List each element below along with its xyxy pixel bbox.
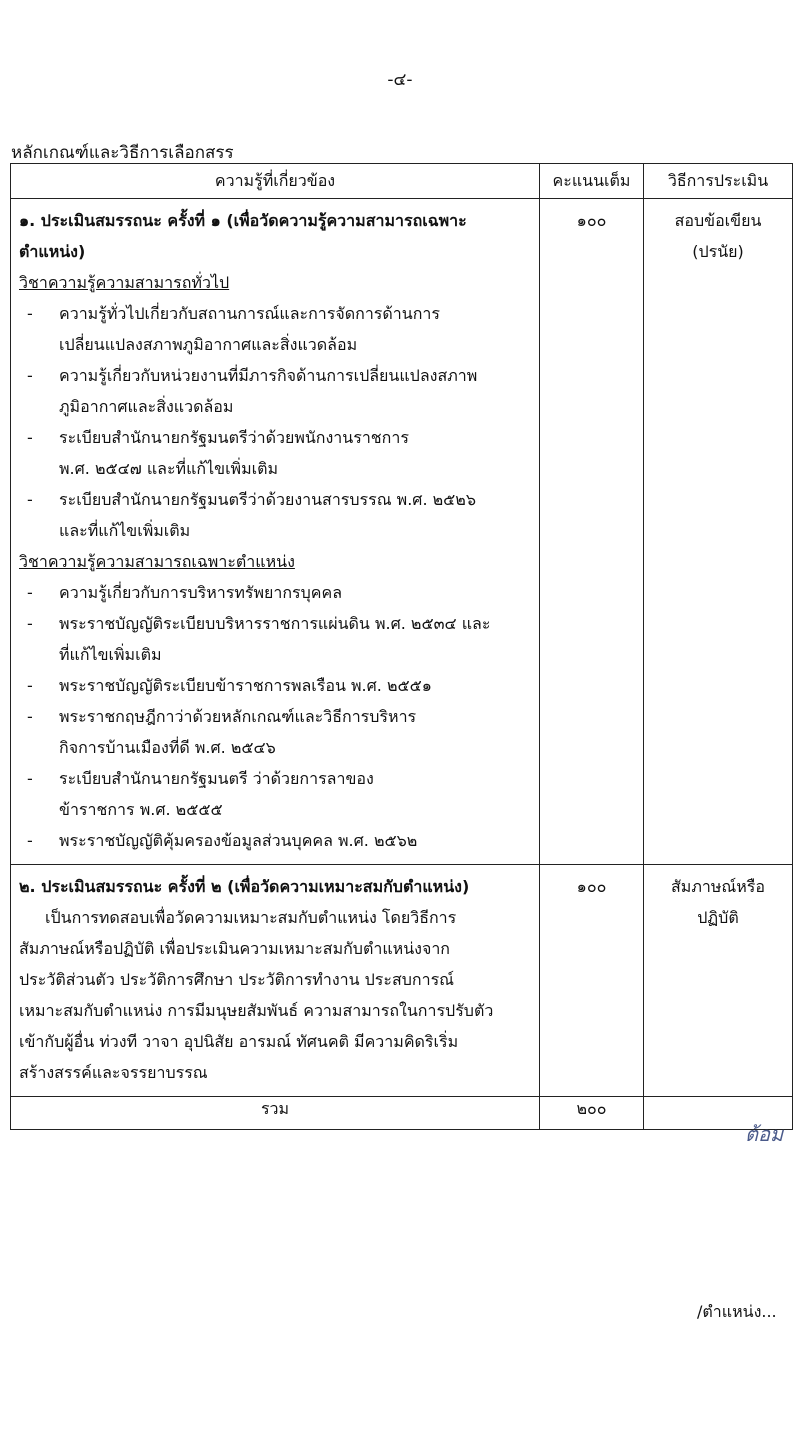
bullet-dash: - (27, 614, 33, 633)
list-item (19, 484, 531, 546)
list-item (19, 422, 531, 484)
list-item-text: พ.ศ. ๒๕๔๗ และที่แก้ไขเพิ่มเติม (59, 459, 279, 478)
assessment-2-desc-line: เหมาะสมกับตำแหน่ง การมีมนุษยสัมพันธ์ ความสามารถในการปรับตัว (19, 1001, 494, 1020)
total-label: รวม (11, 1097, 540, 1130)
list-item-text: เปลี่ยนแปลงสภาพภูมิอากาศและสิ่งแวดล้อม (59, 335, 358, 354)
assessment-2-title: ๒. ประเมินสมรรถนะ ครั้งที่ ๒ (เพื่อวัดความเหมาะสมกับตำแหน่ง) (19, 877, 470, 896)
assessment-2-score: ๑๐๐ (576, 877, 607, 896)
header-method: วิธีการประเมิน (644, 164, 793, 199)
assessment-2-desc-line: เข้ากับผู้อื่น ท่วงที วาจา อุปนิสัย อารมณ์ ทัศนคติ มีความคิดริเริ่ม (19, 1032, 459, 1051)
assessment-2-desc-line: สัมภาษณ์หรือปฏิบัติ เพื่อประเมินความเหมาะสมกับตำแหน่งจาก (19, 939, 450, 958)
bullet-dash: - (27, 707, 33, 726)
list-item-text: ข้าราชการ พ.ศ. ๒๕๕๕ (59, 800, 223, 819)
bullet-dash: - (27, 769, 33, 788)
bullet-dash: - (27, 831, 33, 850)
list-item-text: ความรู้ทั่วไปเกี่ยวกับสถานการณ์และการจัดการด้านการ (59, 304, 440, 323)
bullet-dash: - (27, 428, 33, 447)
list-item-text: ภูมิอากาศและสิ่งแวดล้อม (59, 397, 234, 416)
assessment-2-content (11, 865, 540, 1097)
assessment-2-desc-line: ประวัติส่วนตัว ประวัติการศึกษา ประวัติการทำงาน ประสบการณ์ (19, 970, 455, 989)
bullet-dash: - (27, 676, 33, 695)
total-score: ๒๐๐ (540, 1097, 644, 1130)
list-item-text: พระราชกฤษฎีกาว่าด้วยหลักเกณฑ์และวิธีการบริหาร (59, 707, 417, 726)
table-header-row (11, 164, 793, 199)
assessment-2-method-detail: ปฏิบัติ (697, 908, 739, 927)
assessment-2-method-cell (644, 865, 793, 1097)
list-item (19, 825, 531, 856)
list-item-text: พระราชบัญญัติคุ้มครองข้อมูลส่วนบุคคล พ.ศ. ๒๕๖๒ (59, 831, 418, 850)
table-row-assessment-2 (11, 865, 793, 1097)
assessment-2-score-cell (540, 865, 644, 1097)
assessment-1-score-cell (540, 199, 644, 865)
assessment-1-title-cont: ตำแหน่ง) (19, 242, 86, 261)
assessment-1-content (11, 199, 540, 865)
list-item (19, 701, 531, 763)
list-item-text: ระเบียบสำนักนายกรัฐมนตรีว่าด้วยงานสารบรรณ พ.ศ. ๒๕๒๖ (59, 490, 476, 509)
header-knowledge: ความรู้ที่เกี่ยวข้อง (11, 164, 540, 199)
assessment-1-title: ๑. ประเมินสมรรถนะ ครั้งที่ ๑ (เพื่อวัดความรู้ความสามารถเฉพาะ (19, 211, 467, 230)
continuation-marker: /ตำแหน่ง... (697, 1302, 777, 1321)
assessment-2-desc-line: สร้างสรรค์และจรรยาบรรณ (19, 1063, 208, 1082)
bullet-dash: - (27, 304, 33, 323)
assessment-1-method-detail: (ปรนัย) (692, 242, 744, 261)
bullet-dash: - (27, 490, 33, 509)
list-item-text: พระราชบัญญัติระเบียบบริหารราชการแผ่นดิน พ.ศ. ๒๕๓๔ และ (59, 614, 491, 633)
list-item-text: ระเบียบสำนักนายกรัฐมนตรี ว่าด้วยการลาของ (59, 769, 374, 788)
list-item (19, 670, 531, 701)
list-item (19, 577, 531, 608)
subheading-specific: วิชาความรู้ความสามารถเฉพาะตำแหน่ง (19, 552, 295, 571)
handwritten-signature: ต้อม (745, 1122, 784, 1146)
list-item-text: ที่แก้ไขเพิ่มเติม (59, 645, 162, 664)
list-item-text: กิจการบ้านเมืองที่ดี พ.ศ. ๒๕๔๖ (59, 738, 276, 757)
list-item (19, 608, 531, 670)
list-item-text: ความรู้เกี่ยวกับการบริหารทรัพยากรบุคคล (59, 583, 343, 602)
list-item (19, 360, 531, 422)
list-item-text: ความรู้เกี่ยวกับหน่วยงานที่มีภารกิจด้านการเปลี่ยนแปลงสภาพ (59, 366, 478, 385)
assessment-2-method: สัมภาษณ์หรือ (671, 877, 765, 896)
assessment-2-desc-line: เป็นการทดสอบเพื่อวัดความเหมาะสมกับตำแหน่ง โดยวิธีการ (45, 908, 457, 927)
list-item-text: พระราชบัญญัติระเบียบข้าราชการพลเรือน พ.ศ. ๒๕๕๑ (59, 676, 432, 695)
table-row-assessment-1 (11, 199, 793, 865)
list-item-text: ระเบียบสำนักนายกรัฐมนตรีว่าด้วยพนักงานราชการ (59, 428, 409, 447)
subheading-general: วิชาความรู้ความสามารถทั่วไป (19, 273, 230, 292)
bullet-dash: - (27, 583, 33, 602)
section-title: หลักเกณฑ์และวิธีการเลือกสรร (11, 143, 234, 163)
header-full-score: คะแนนเต็ม (540, 164, 644, 199)
list-item (19, 763, 531, 825)
assessment-1-method-cell (644, 199, 793, 865)
assessment-1-method: สอบข้อเขียน (674, 211, 762, 230)
assessment-1-score: ๑๐๐ (576, 211, 607, 230)
list-item (19, 298, 531, 360)
list-item-text: และที่แก้ไขเพิ่มเติม (59, 521, 191, 540)
bullet-dash: - (27, 366, 33, 385)
criteria-table (10, 163, 793, 1130)
table-row-total (11, 1097, 793, 1130)
page-number: -๔- (387, 70, 413, 90)
